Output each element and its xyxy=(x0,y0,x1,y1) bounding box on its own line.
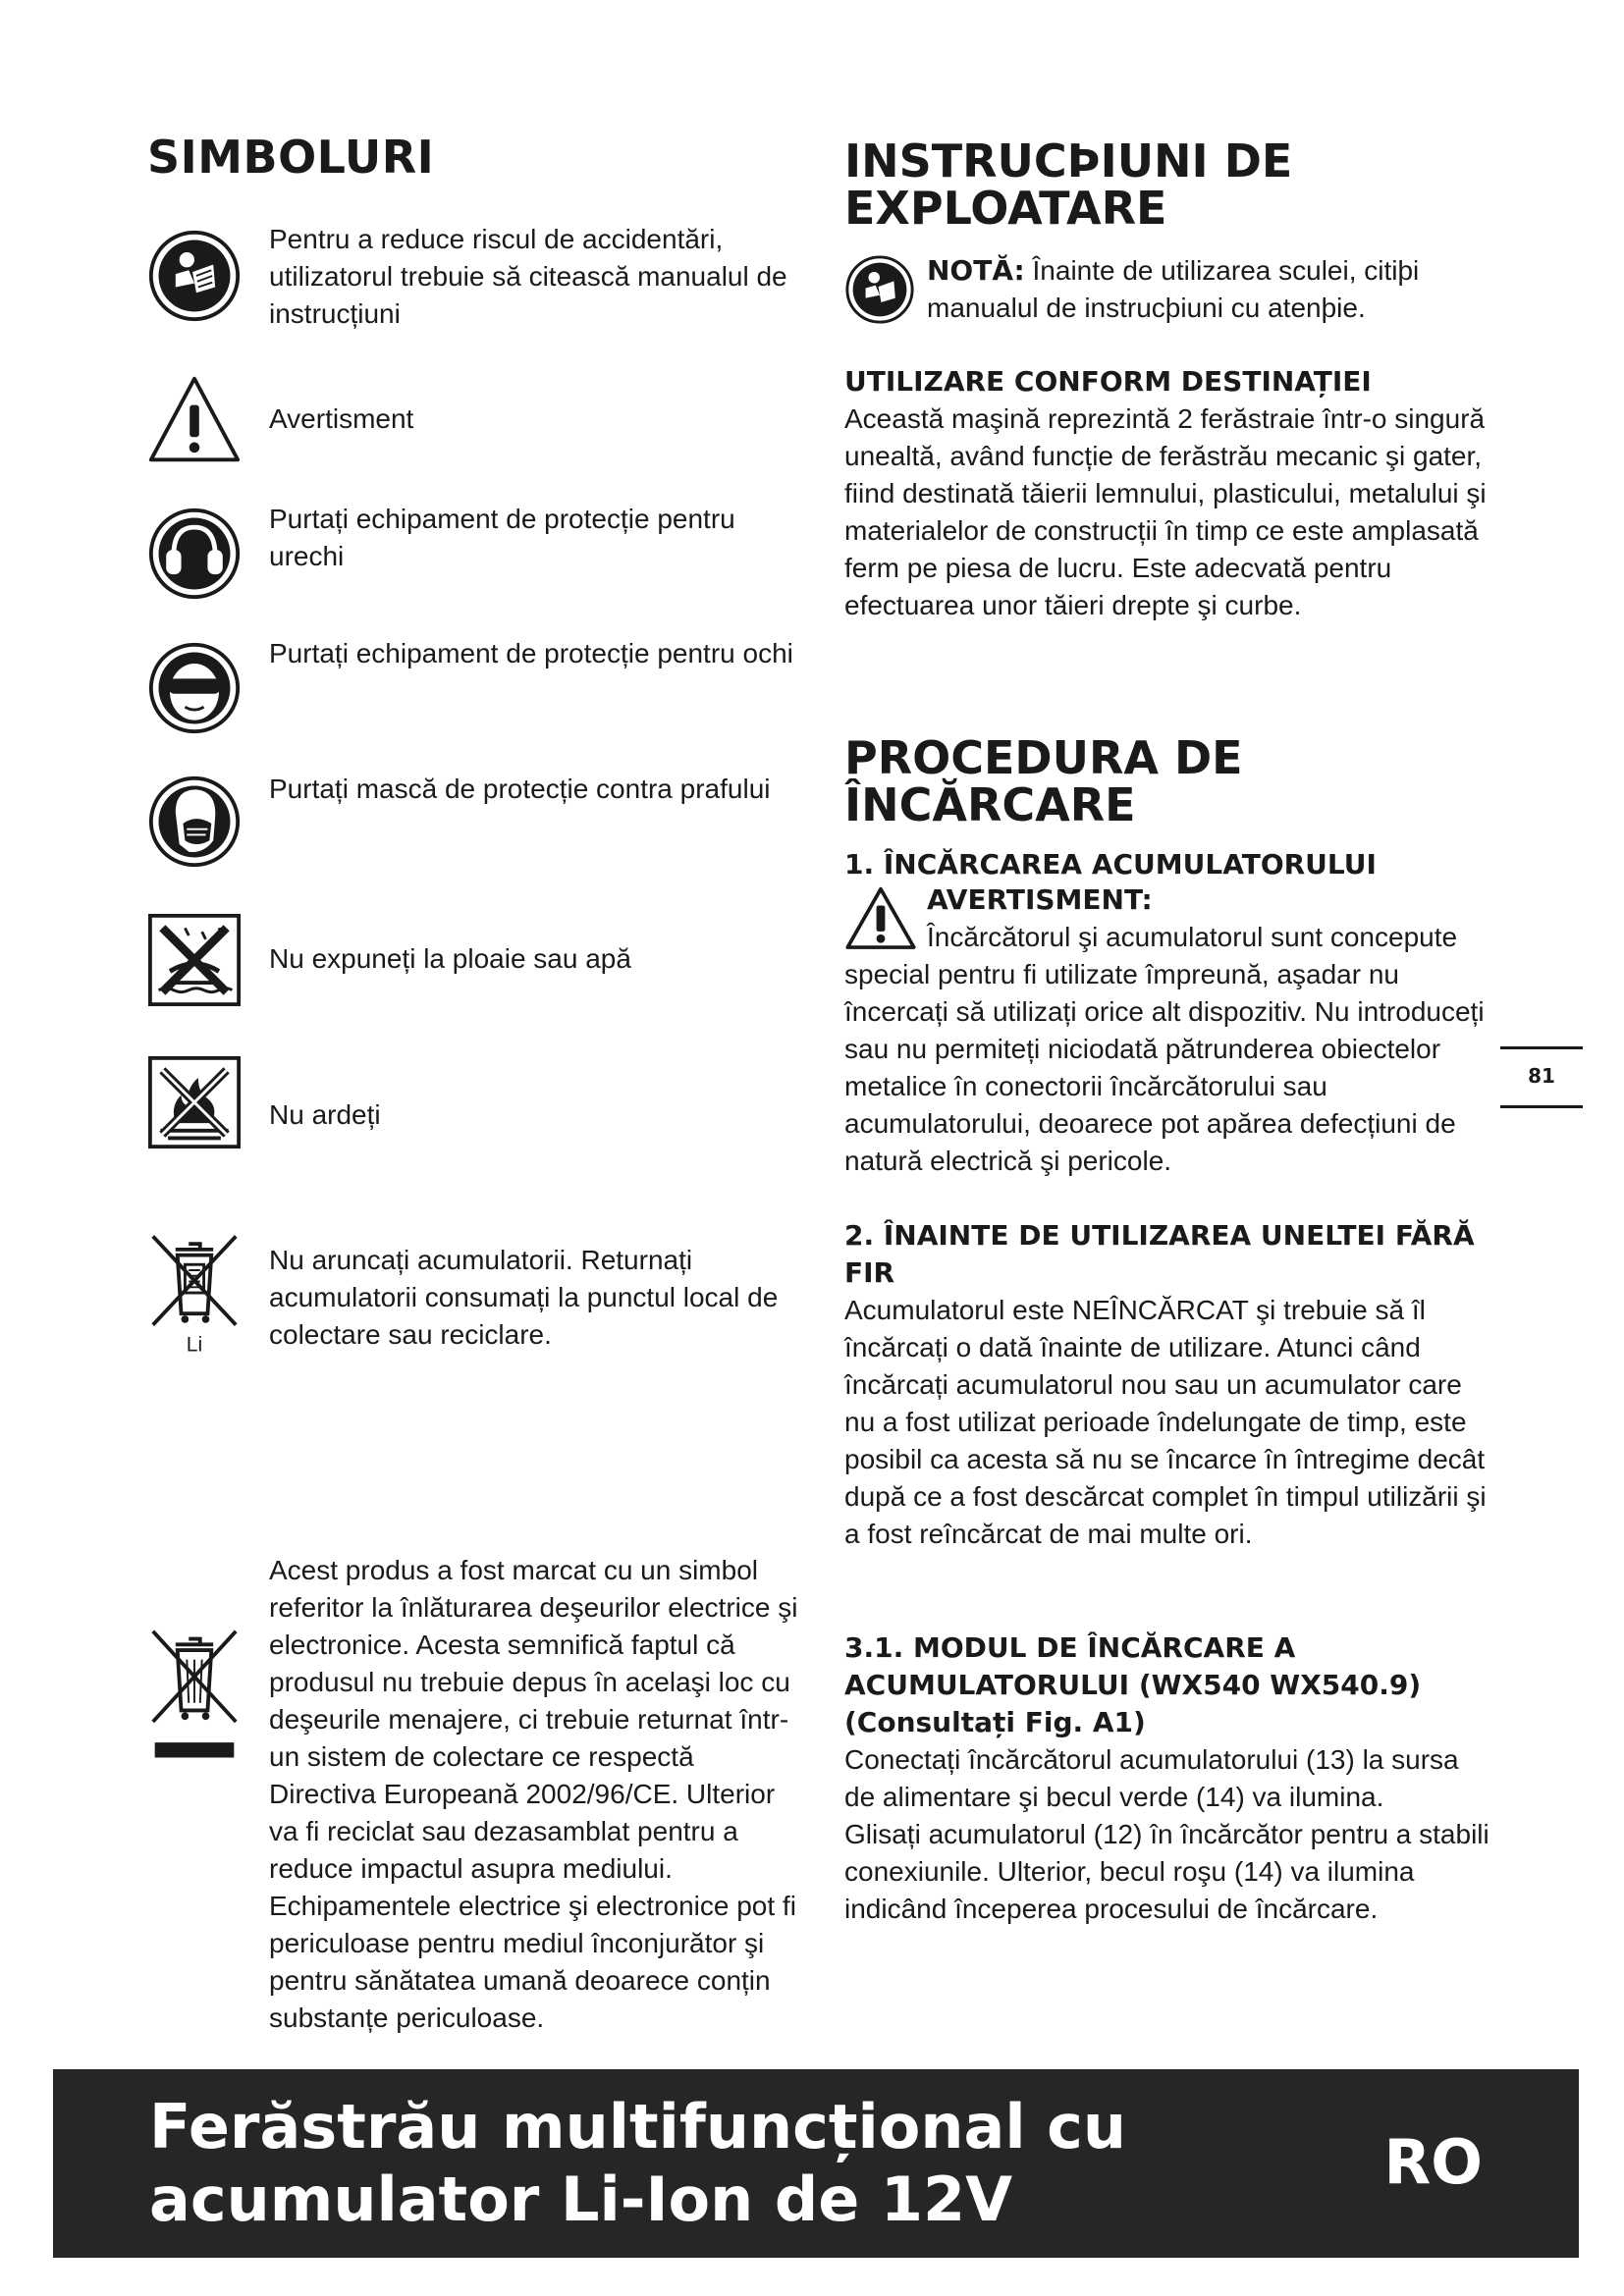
page-number-rule-top xyxy=(1500,1046,1583,1049)
note-paragraph xyxy=(927,252,1496,327)
symbol-text-li-battery: Nu aruncați acumulatorii. Returnați acumulatorii consumați la punctul local de colectare sau reciclare. xyxy=(269,1245,779,1350)
step1-heading: 1. ÎNCĂRCAREA ACUMULATORULUI xyxy=(844,848,1377,881)
dust-mask-icon xyxy=(147,774,242,869)
symbol-text-no-rain: Nu expuneți la ploaie sau apă xyxy=(269,943,631,974)
li-label: Li xyxy=(186,1333,203,1357)
charging-title-line2: ÎNCĂRCARE xyxy=(844,778,1136,831)
page-number-marker xyxy=(1500,1046,1583,1109)
eye-protection-icon xyxy=(147,641,242,735)
read-manual-icon xyxy=(844,254,915,325)
symbol-text-eye-protection: Purtați echipament de protecție pentru ochi xyxy=(269,638,793,668)
instructions-title-line1: INSTRUCÞIUNI DE xyxy=(844,134,1293,187)
symbol-text-dust-mask: Purtați mască de protecție contra prafului xyxy=(269,774,771,804)
charging-section xyxy=(844,731,1492,831)
symbol-text-warning: Avertisment xyxy=(269,403,414,434)
symbol-text-read-manual: Pentru a reduce riscul de accidentări, utilizatorul trebuie să citească manualul de instrucțiuni xyxy=(269,224,787,329)
step2-text: Acumulatorul este NEÎNCĂRCAT şi trebuie să îl încărcați o dată înainte de utilizare. Atunci când încărcați acumulatorul nou sau un acumulator care nu a fost utilizat perioade îndelungate de timp, este posibil ca acesta să nu se încarce în întregime decât după ce a fost descărcat complet în timpul utilizării şi a fost reîncărcat de mai multe ori. xyxy=(844,1295,1487,1549)
instructions-section xyxy=(844,134,1492,235)
charging-step1 xyxy=(844,846,1492,1180)
footer-title-line1: Ferăstrău multifuncțional cu xyxy=(149,2091,1127,2163)
intended-use-text: Această maşină reprezintă 2 ferăstraie într-o singură unealtă, având funcție de ferăstrău mecanic şi gater, fiind destinată tăierii lemnului, plasticului, metalului şi materialelor de construcții în timp ce este amplasată ferm pe piesa de lucru. Este adecvată pentru efectuarea unor tăieri drepte şi curbe. xyxy=(844,403,1487,620)
page-number-rule-bottom xyxy=(1500,1105,1583,1108)
read-manual-icon xyxy=(147,229,242,323)
step31-text2: Glisați acumulatorul (12) în încărcător pentru a stabili conexiunile. Ulterior, becul roşu (14) va ilumina indicând începerea procesului de încărcare. xyxy=(844,1819,1489,1924)
no-rain-icon xyxy=(147,913,242,1007)
warning-label: AVERTISMENT: xyxy=(927,883,1153,916)
ear-protection-icon xyxy=(147,507,242,601)
note-label: NOTĂ: xyxy=(927,254,1025,287)
footer-product-title xyxy=(149,2091,1229,2236)
note-block xyxy=(844,250,1492,329)
symbol-text-no-fire: Nu ardeți xyxy=(269,1099,381,1130)
intended-use-section xyxy=(844,363,1492,624)
charging-step31 xyxy=(844,1629,1492,1928)
symbols-title: SIMBOLURI xyxy=(147,131,435,184)
charging-title-line1: PROCEDURA DE xyxy=(844,731,1243,784)
step31-heading: 3.1. MODUL DE ÎNCĂRCARE A ACUMULATORULUI (WX540 WX540.9) (Consultați Fig. A1) xyxy=(844,1631,1422,1738)
page-number: 81 xyxy=(1528,1064,1555,1088)
footer-band xyxy=(53,2069,1579,2258)
symbol-text-ear-protection: Purtați echipament de protecție pentru urechi xyxy=(269,504,735,571)
warning-triangle-icon xyxy=(147,373,242,467)
note-text: Înainte de utilizarea sculei, citiþi manualul de instrucþiuni cu atenþie. xyxy=(927,255,1420,323)
instructions-title-line2: EXPLOATARE xyxy=(844,182,1167,235)
warning-triangle-icon xyxy=(844,885,917,950)
intended-use-heading: UTILIZARE CONFORM DESTINAȚIEI xyxy=(844,365,1372,398)
symbol-text-weee: Acest produs a fost marcat cu un simbol referitor la înlăturarea deşeurilor electrice şi electronice. Acesta semnifică faptul că produsul nu trebuie depus în acelaşi loc cu deşeurile menajere, ci trebuie returnat într-un sistem de colectare ce respectă Directiva Europeană 2002/96/CE. Ulterior va fi reciclat sau dezasamblat pentru a reduce impactul asupra mediului. Echipamentele electrice şi electronice pot fi periculoase pentru mediul înconjurător şi pentru sănătatea umană deoarece conțin substanțe periculoase. xyxy=(269,1555,798,2033)
footer-language-code: RO xyxy=(1383,2126,1483,2198)
footer-title-line2: acumulator Li-Ion de 12V xyxy=(149,2163,1013,2235)
li-battery-bin-icon xyxy=(147,1230,242,1358)
no-fire-icon xyxy=(147,1055,242,1149)
step31-text1: Conectați încărcătorul acumulatorului (13) la sursa de alimentare şi becul verde (14) va ilumina. xyxy=(844,1744,1459,1812)
symbols-section xyxy=(147,131,798,2033)
charging-step2 xyxy=(844,1217,1492,1553)
weee-bin-icon xyxy=(147,1625,242,1772)
warning-text: Încărcătorul şi acumulatorul sunt concepute special pentru fi utilizate împreună, aşadar nu încercați să utilizați orice alt dispozitiv. Nu introduceți sau nu permiteți niciodată pătrunderea obiectelor metalice în conectorii încărcătorului sau acumulatorului, deoarece pot apărea defecțiuni de natură electrică şi pericole. xyxy=(844,922,1485,1176)
step2-heading: 2. ÎNAINTE DE UTILIZAREA UNELTEI FĂRĂ FIR xyxy=(844,1219,1475,1289)
